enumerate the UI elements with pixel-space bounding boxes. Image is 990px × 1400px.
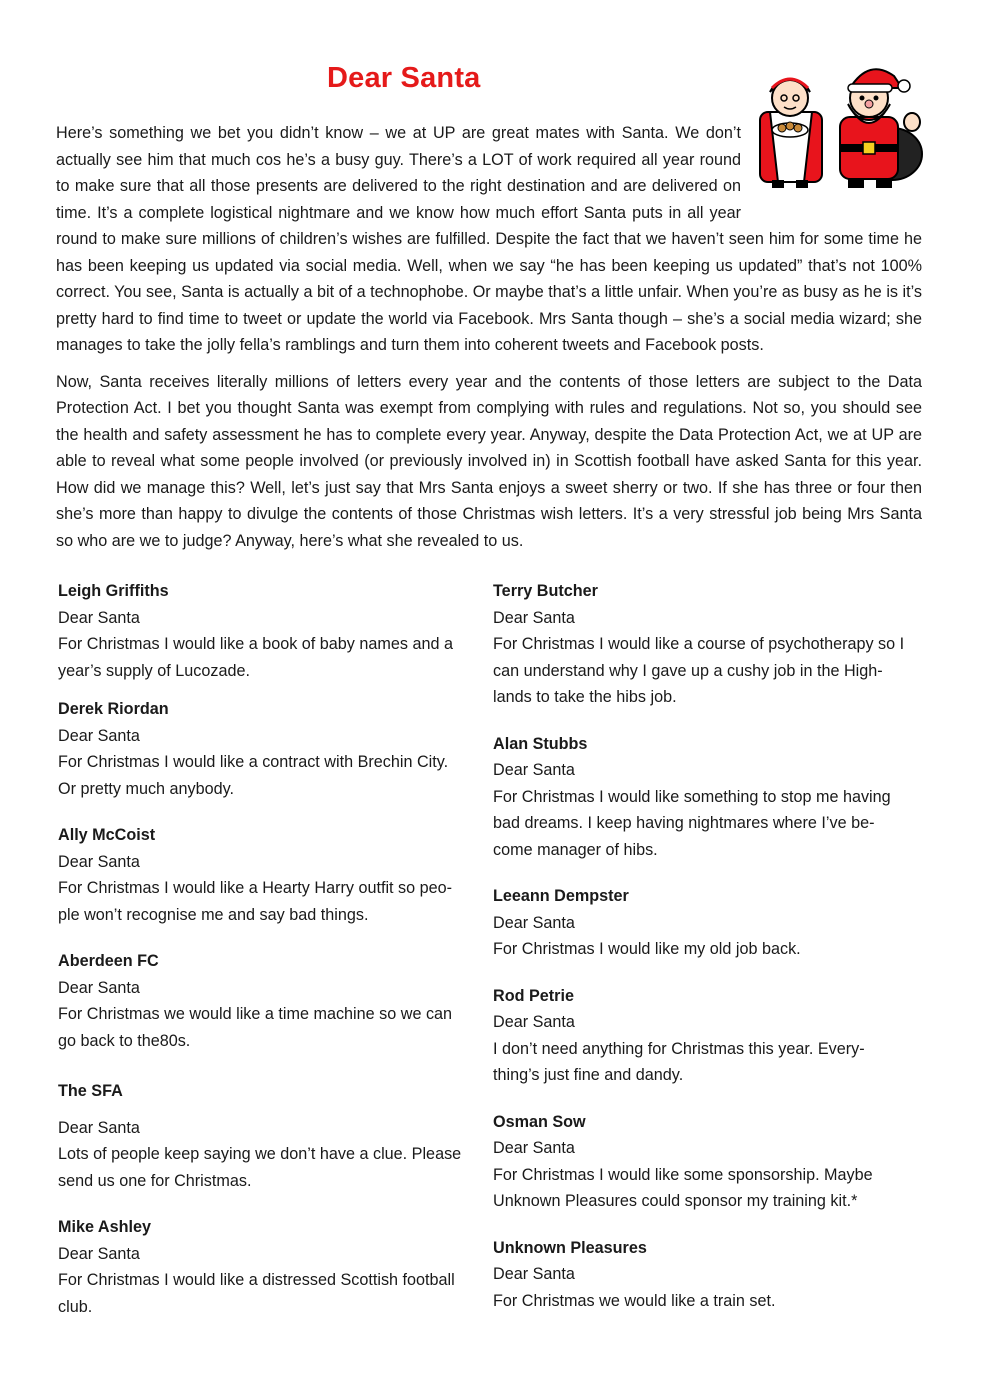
letter-sender: Terry Butcher [493,582,598,600]
letter-body: For Christmas we would like a time machine so we can go back to the80s. [58,1005,453,1050]
letter-greeting: Dear Santa [493,1139,575,1157]
letter-body: For Christmas I would like a Hearty Harry outfit so peo-ple won’t recognise me and say bad things. [58,879,453,924]
letter-sender: Ally McCoist [58,826,156,844]
letter-body: For Christmas I would like a contract with Brechin City. Or pretty much anybody. [58,753,449,798]
letter-card [58,948,470,1054]
letter-greeting: Dear Santa [493,608,575,627]
letter-sender: Mike Ashley [58,1218,151,1236]
letter-greeting: Dear Santa [58,1244,140,1263]
letter-sender: Leeann Dempster [493,887,629,905]
letter-greeting: Dear Santa [58,608,140,627]
letter-sender: Alan Stubbs [493,734,588,753]
letters-left-column [58,578,470,1332]
intro-paragraph-2: Now, Santa receives literally millions of letters every year and the contents of those letters are subject to the Data Protection Act. I bet you thought Santa was exempt from complying with rules and regulations. Not so, you should see the health and safety assessment he has to complete every year. Anyway, despite the Data Protection Act, we at UP are able to reveal what some people involved (or previously involved in) in Scottish football have asked Santa for this year. How did we manage this? Well, let’s just say that Mrs Santa enjoys a sweet sherry or two. If she has three or four then she’s more than happy to divulge the contents of those Christmas wish letters. It’s a very stressful job being Mrs Santa so who are we to judge? Anyway, here’s what she revealed to us. [56,372,922,550]
letter-card [493,1235,905,1315]
letter-body: Lots of people keep saying we don’t have a clue. Please send us one for Christmas. [58,1145,462,1190]
letter-card [493,1109,905,1215]
letter-greeting: Dear Santa [58,1118,140,1137]
letter-card [58,1214,470,1320]
letter-card [58,696,470,802]
letter-body: I don’t need anything for Christmas this year. Every-thing’s just fine and dandy. [493,1039,865,1084]
page-title: Dear Santa [327,62,481,94]
letter-greeting: Dear Santa [58,978,140,997]
intro-section [56,120,922,564]
letter-greeting: Dear Santa [493,1013,575,1031]
letter-body: For Christmas we would like a train set. [493,1291,776,1310]
illustration-spacer [747,120,922,220]
letter-card [493,883,905,963]
letter-sender: Derek Riordan [58,700,169,718]
letter-sender: Leigh Griffiths [58,582,169,600]
letter-body: For Christmas I would like something to stop me having bad dreams. I keep having nightmares where I’ve be-come manager of hibs. [493,787,891,859]
letter-body: For Christmas I would like some sponsorship. Maybe Unknown Pleasures could sponsor my training kit.* [493,1165,873,1210]
letter-card [58,578,470,684]
letter-sender: Unknown Pleasures [493,1238,647,1257]
letter-card [58,1078,470,1194]
letter-body: For Christmas I would like my old job back. [493,940,801,958]
intro-paragraph-1-text: Here’s something we bet you didn’t know – we at UP are great mates with Santa. We don’t actually see him that much cos he’s a busy guy. There’s a LOT of work required all year round to make sure that all those presents are delivered to the right destination and are delivered on time. It’s a complete logistical nightmare and we know how much effort Santa puts in all year round to make sure millions of children’s wishes are fulfilled. Despite the fact that we haven’t seen him for some time he has been keeping us updated via social media. Well, when we say “he has been keeping us updated” that’s not 100% correct. You see, Santa is actually a bit of a technophobe. Or maybe that’s a little unfair. When you’re as busy as he is it’s pretty hard to find time to tweet or update the world via Facebook. Mrs Santa though – she’s a social media wizard; she manages to take the jolly fella’s ramblings and turn them into coherent tweets and Facebook posts. [56,124,922,354]
letter-sender: The SFA [58,1082,123,1100]
letter-sender: Osman Sow [493,1112,586,1131]
letter-card [493,983,905,1089]
letter-body: For Christmas I would like a course of psychotherapy so I can understand why I gave up a cushy job in the High-lands to take the hibs job. [493,635,905,706]
letter-greeting: Dear Santa [493,913,575,932]
letter-sender: Aberdeen FC [58,952,159,970]
letter-body: For Christmas I would like a book of baby names and a year’s supply of Lucozade. [58,635,453,680]
letters-right-column [493,578,905,1326]
letter-card [493,578,905,711]
letter-greeting: Dear Santa [58,726,140,745]
letter-sender: Rod Petrie [493,986,574,1005]
letter-body: For Christmas I would like a distressed Scottish football club. [58,1271,455,1316]
intro-paragraph-1 [56,120,922,359]
letter-greeting: Dear Santa [493,761,575,779]
letter-card [493,731,905,864]
letter-greeting: Dear Santa [58,852,140,871]
letter-card [58,822,470,928]
letter-greeting: Dear Santa [493,1265,575,1283]
